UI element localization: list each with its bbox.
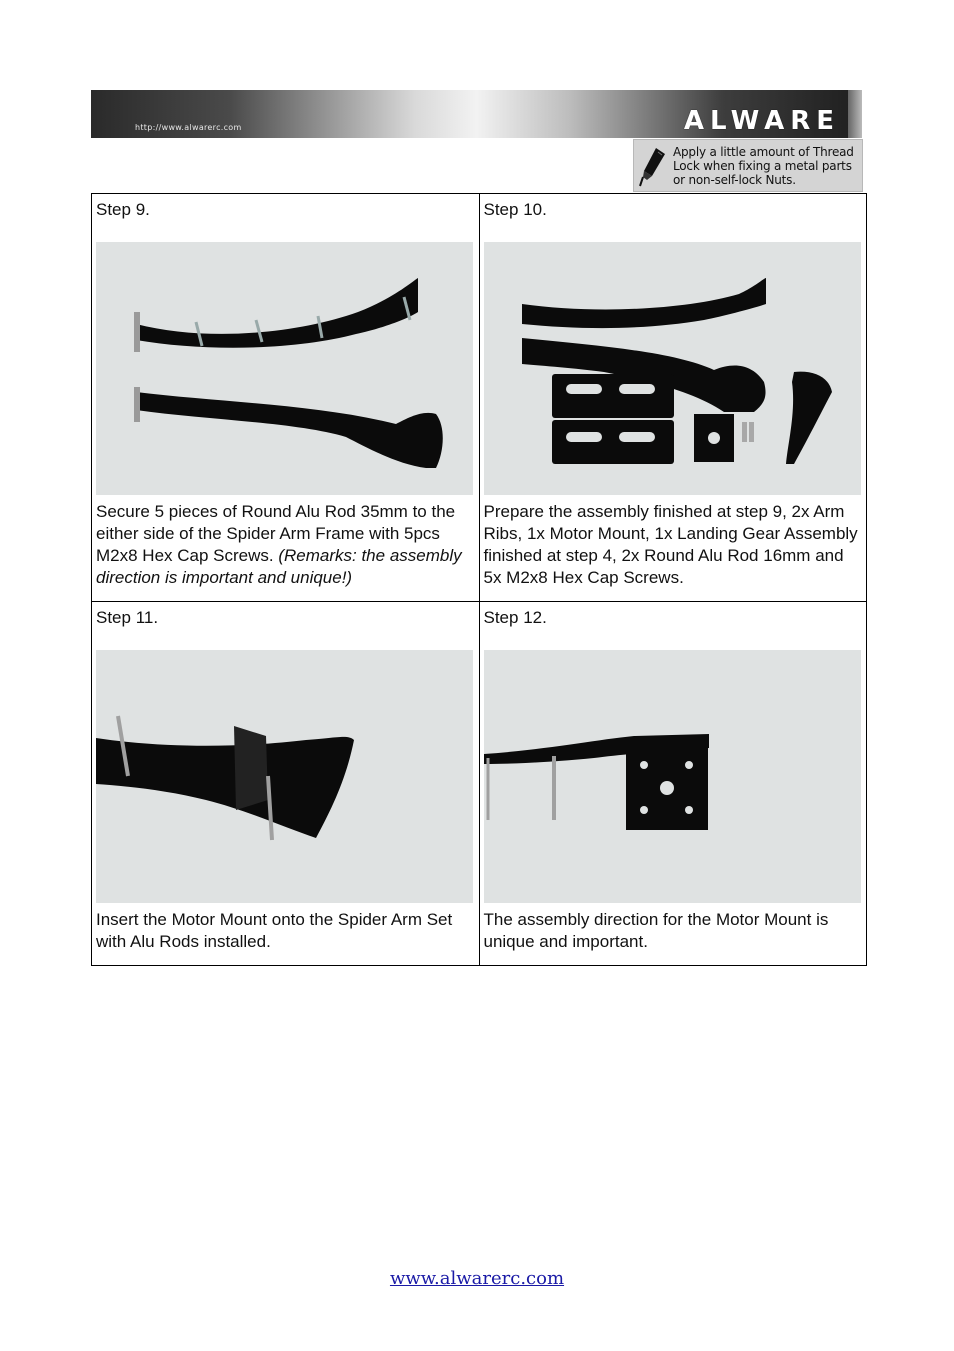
step-12-photo — [484, 650, 861, 903]
step-cell — [479, 194, 867, 602]
step-title: Step 10. — [483, 200, 547, 219]
alware-logo: ALWARE — [683, 106, 840, 136]
step-cell — [92, 602, 480, 966]
step-title: Step 11. — [96, 608, 159, 627]
tip-line: Apply a little amount of Thread — [673, 145, 854, 159]
desc-text: Prepare the assembly finished at step 9, 2x Arm Ribs, 1x Motor Mount, 1x Landing Gear Assembly finished at step 4, 2x Round Alu Rod 16mm and 5x M2x8 Hex Cap Screws. — [483, 502, 858, 587]
banner-url-text: http://www.alwarerc.com — [135, 123, 242, 132]
step-title: Step 12. — [483, 608, 547, 627]
step-description — [96, 909, 475, 953]
thread-lock-tip — [633, 139, 863, 192]
footer-website-link[interactable]: www.alwarerc.com — [389, 1268, 565, 1289]
step-cell — [479, 602, 867, 966]
pen-icon — [638, 146, 668, 188]
step-description — [484, 501, 863, 589]
step-10-photo — [484, 242, 861, 495]
steps-table — [91, 193, 867, 966]
step-cell — [92, 194, 480, 602]
tip-text — [673, 145, 863, 187]
step-title: Step 9. — [96, 200, 150, 219]
desc-text: Insert the Motor Mount onto the Spider Arm Set with Alu Rods installed. — [96, 910, 453, 951]
header-banner — [91, 90, 862, 138]
tip-line: Lock when fixing a metal parts — [673, 159, 852, 173]
desc-text: Secure 5 pieces of Round Alu Rod 35mm to the either side of the Spider Arm Frame with 5pcs M2x8 Hex Cap Screws. — [96, 502, 456, 565]
step-description — [484, 909, 863, 953]
desc-remark: (Remarks: the assembly direction is important and unique!) — [96, 546, 462, 587]
tip-line: or non-self-lock Nuts. — [673, 173, 796, 187]
step-9-photo — [96, 242, 473, 495]
step-description — [96, 501, 475, 589]
step-11-photo — [96, 650, 473, 903]
desc-text: The assembly direction for the Motor Mount is unique and important. — [483, 910, 829, 951]
